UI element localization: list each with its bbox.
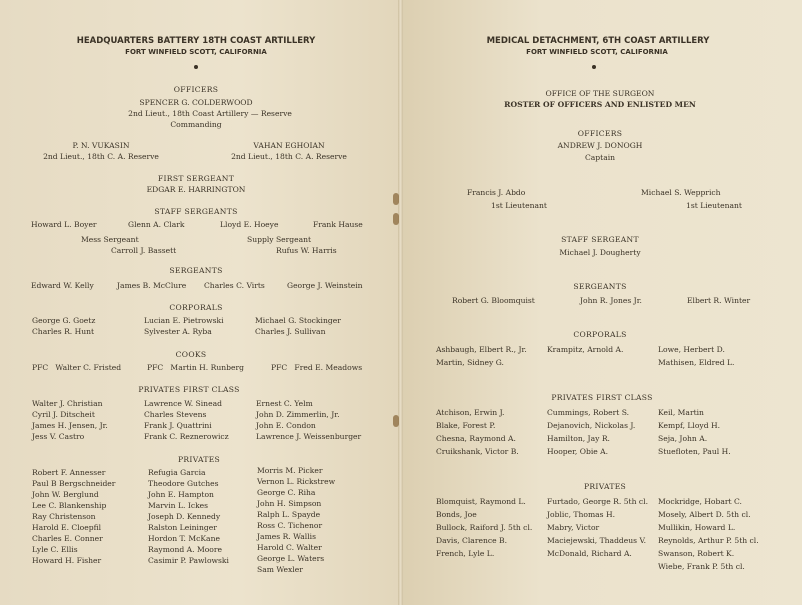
office-of-surgeon: OFFICE OF THE SURGEON [545, 89, 655, 98]
pfc-name: John D. Zimmerlin, Jr. [256, 410, 340, 419]
sergeant: Charles C. Virts [204, 281, 265, 290]
private-name: Paul B Bergschneider [32, 479, 116, 488]
private-name: Charles E. Conner [32, 534, 103, 543]
left-subtitle: FORT WINFIELD SCOTT, CALIFORNIA [125, 48, 267, 56]
sergeant: Edward W. Kelly [31, 281, 94, 290]
pfc-heading: PRIVATES FIRST CLASS [551, 393, 653, 402]
lieutenant-wepprich-rank: 1st Lieutenant [686, 201, 742, 210]
corporals-heading: CORPORALS [169, 303, 223, 312]
pfc-name: Dejanovich, Nickolas J. [547, 421, 636, 430]
first-sergeant-name: EDGAR E. HARRINGTON [146, 185, 246, 194]
sergeants-heading: SERGEANTS [169, 266, 223, 275]
corporal: Charles R. Hunt [32, 327, 95, 336]
private-name: Davis, Clarence B. [436, 536, 507, 545]
private-name: Ray Christenson [32, 512, 96, 521]
pfc-name: Ernest C. Yelm [256, 399, 313, 408]
corporal: George G. Goetz [32, 316, 96, 325]
first-sergeant-heading: FIRST SERGEANT [157, 174, 235, 183]
private-name: Maciejewski, Thaddeus V. [547, 536, 647, 545]
private-name: Casimir P. Pawlowski [148, 556, 229, 565]
officer-eghoian-rank: 2nd Lieut., 18th C. A. Reserve [231, 152, 347, 161]
private-name: Bullock, Raiford J. 5th cl. [436, 523, 533, 532]
pfc-name: John E. Condon [256, 421, 316, 430]
pfc-name: Kempf, Lloyd H. [658, 421, 721, 430]
supply-sergeant-name: Rufus W. Harris [276, 246, 337, 255]
lieutenant-abdo-name: Francis J. Abdo [467, 188, 526, 197]
pfc-name: Stuefloten, Paul H. [658, 447, 731, 456]
staff-sergeant: Frank Hause [313, 220, 363, 229]
corporals-heading: CORPORALS [573, 330, 627, 339]
sergeant: George J. Weinstein [287, 281, 363, 290]
private-name: Mockridge, Hobart C. [658, 497, 742, 506]
pfc-name: Jess V. Castro [32, 432, 85, 441]
corporal: Sylvester A. Ryba [144, 327, 212, 336]
privates-heading: PRIVATES [177, 455, 221, 464]
corporal: Krampitz, Arnold A. [547, 345, 624, 354]
private-name: Vernon L. Rickstrew [257, 477, 336, 486]
private-name: John E. Hampton [148, 490, 214, 499]
pfc-name: Cruikshank, Victor B. [436, 447, 519, 456]
pfc-name: Keil, Martin [658, 408, 704, 417]
private-name: Sam Wexler [257, 565, 303, 574]
pfc-name: Cyril J. Ditscheit [32, 410, 95, 419]
pfc-name: Seja, John A. [658, 434, 708, 443]
corporal: Lowe, Herbert D. [658, 345, 725, 354]
pfc-name: Hooper, Obie A. [547, 447, 609, 456]
cook: PFC Martin H. Runberg [147, 363, 244, 372]
officer-vukasin-rank: 2nd Lieut., 18th C. A. Reserve [43, 152, 159, 161]
right-page [401, 0, 802, 605]
private-name: Howard H. Fisher [32, 556, 102, 565]
private-name: Swanson, Robert K. [658, 549, 735, 558]
staff-sergeant: Howard L. Boyer [31, 220, 97, 229]
roster-heading: ROSTER OF OFFICERS AND ENLISTED MEN [504, 100, 696, 109]
staff-sergeant: Lloyd E. Hoeye [220, 220, 279, 229]
private-name: Ralston Leininger [148, 523, 217, 532]
cook: PFC Walter C. Fristed [32, 363, 122, 372]
supply-sergeant-title: Supply Sergeant [247, 235, 312, 244]
private-name: John H. Simpson [257, 499, 322, 508]
commanding-officer-rank: 2nd Lieut., 18th Coast Artillery — Reserve [128, 109, 292, 118]
private-name: Robert F. Annesser [32, 468, 106, 477]
private-name: Harold E. Cloepfil [32, 523, 102, 532]
pfc-name: Charles Stevens [144, 410, 207, 419]
pfc-name: Frank J. Quattrini [144, 421, 212, 430]
ornament-dot [194, 65, 198, 69]
captain-rank: Captain [584, 153, 616, 162]
private-name: Wiebe, Frank P. 5th cl. [658, 562, 745, 571]
private-name: Mosely, Albert D. 5th cl. [658, 510, 751, 519]
private-name: John W. Berglund [32, 490, 99, 499]
corporal: Lucian E. Pietrowski [144, 316, 224, 325]
private-name: George C. Riha [257, 488, 316, 497]
corporal: Ashbaugh, Elbert R., Jr. [436, 345, 527, 354]
private-name: Marvin L. Ickes [148, 501, 209, 510]
private-name: James R. Wallis [257, 532, 316, 541]
pfc-name: Frank C. Reznerowicz [144, 432, 229, 441]
private-name: Morris M. Picker [257, 466, 323, 475]
cooks-heading: COOKS [175, 350, 207, 359]
private-name: McDonald, Richard A. [547, 549, 632, 558]
binding-staple [393, 213, 399, 225]
officers-heading: OFFICERS [577, 129, 623, 138]
mess-sergeant-title: Mess Sergeant [81, 235, 139, 244]
officers-heading: OFFICERS [173, 85, 219, 94]
sergeant: Robert G. Bloomquist [452, 296, 535, 305]
private-name: Refugia Garcia [148, 468, 206, 477]
private-name: Joblic, Thomas H. [547, 510, 616, 519]
ornament-dot [592, 65, 596, 69]
sergeant: Elbert R. Winter [687, 296, 751, 305]
page-fold [398, 0, 403, 605]
corporal: Charles J. Sullivan [255, 327, 326, 336]
pfc-name: James H. Jensen, Jr. [32, 421, 108, 430]
private-name: Harold C. Walter [257, 543, 322, 552]
pfc-name: Atchison, Erwin J. [436, 408, 505, 417]
private-name: Furtado, George R. 5th cl. [547, 497, 648, 506]
private-name: Ross C. Tichenor [257, 521, 323, 530]
commanding-officer-role: Commanding [170, 120, 222, 129]
sergeant: James B. McClure [117, 281, 187, 290]
private-name: Hordon T. McKane [148, 534, 220, 543]
lieutenant-wepprich-name: Michael S. Wepprich [641, 188, 721, 197]
officer-vukasin-name: P. N. VUKASIN [72, 141, 130, 150]
commanding-officer-name: SPENCER G. COLDERWOOD [139, 98, 253, 107]
pfc-name: Chesna, Raymond A. [436, 434, 516, 443]
staff-sergeant-name: Michael J. Dougherty [559, 248, 641, 257]
private-name: Raymond A. Moore [148, 545, 223, 554]
private-name: Mullikin, Howard L. [658, 523, 736, 532]
private-name: French, Lyle L. [436, 549, 495, 558]
private-name: Lee C. Blankenship [32, 501, 107, 510]
officer-eghoian-name: VAHAN EGHOIAN [253, 141, 325, 150]
staff-sergeant: Glenn A. Clark [128, 220, 185, 229]
staff-sergeants-heading: STAFF SERGEANTS [154, 207, 238, 216]
private-name: Lyle C. Ellis [32, 545, 78, 554]
right-title: MEDICAL DETACHMENT, 6TH COAST ARTILLERY [486, 36, 710, 46]
private-name: Ralph L. Spayde [257, 510, 321, 519]
pfc-name: Blake, Forest P. [436, 421, 496, 430]
lieutenant-abdo-rank: 1st Lieutenant [491, 201, 547, 210]
corporal: Michael G. Stockinger [255, 316, 341, 325]
pfc-name: Cummings, Robert S. [547, 408, 630, 417]
sergeants-heading: SERGEANTS [573, 282, 627, 291]
private-name: Blomquist, Raymond L. [436, 497, 526, 506]
corporal: Martin, Sidney G. [436, 358, 504, 367]
pfc-heading: PRIVATES FIRST CLASS [138, 385, 240, 394]
right-subtitle: FORT WINFIELD SCOTT, CALIFORNIA [526, 48, 668, 56]
binding-staple [393, 415, 399, 427]
staff-sergeant-heading: STAFF SERGEANT [561, 235, 639, 244]
captain-name: ANDREW J. DONOGH [557, 141, 643, 150]
private-name: George L. Waters [257, 554, 325, 563]
private-name: Joseph D. Kennedy [148, 512, 221, 521]
private-name: Mabry, Victor [547, 523, 600, 532]
pfc-name: Lawrence J. Weissenburger [256, 432, 362, 441]
mess-sergeant-name: Carroll J. Bassett [111, 246, 177, 255]
binding-staple [393, 193, 399, 205]
privates-heading: PRIVATES [583, 482, 627, 491]
cook: PFC Fred E. Meadows [271, 363, 363, 372]
private-name: Bonds, Joe [436, 510, 477, 519]
pfc-name: Hamilton, Jay R. [547, 434, 610, 443]
sergeant: John R. Jones Jr. [580, 296, 642, 305]
left-title: HEADQUARTERS BATTERY 18TH COAST ARTILLERY [76, 36, 316, 46]
private-name: Theodore Gutches [148, 479, 219, 488]
private-name: Reynolds, Arthur P. 5th cl. [658, 536, 759, 545]
pfc-name: Walter J. Christian [32, 399, 103, 408]
corporal: Mathisen, Eldred L. [658, 358, 735, 367]
pfc-name: Lawrence W. Sinead [144, 399, 222, 408]
